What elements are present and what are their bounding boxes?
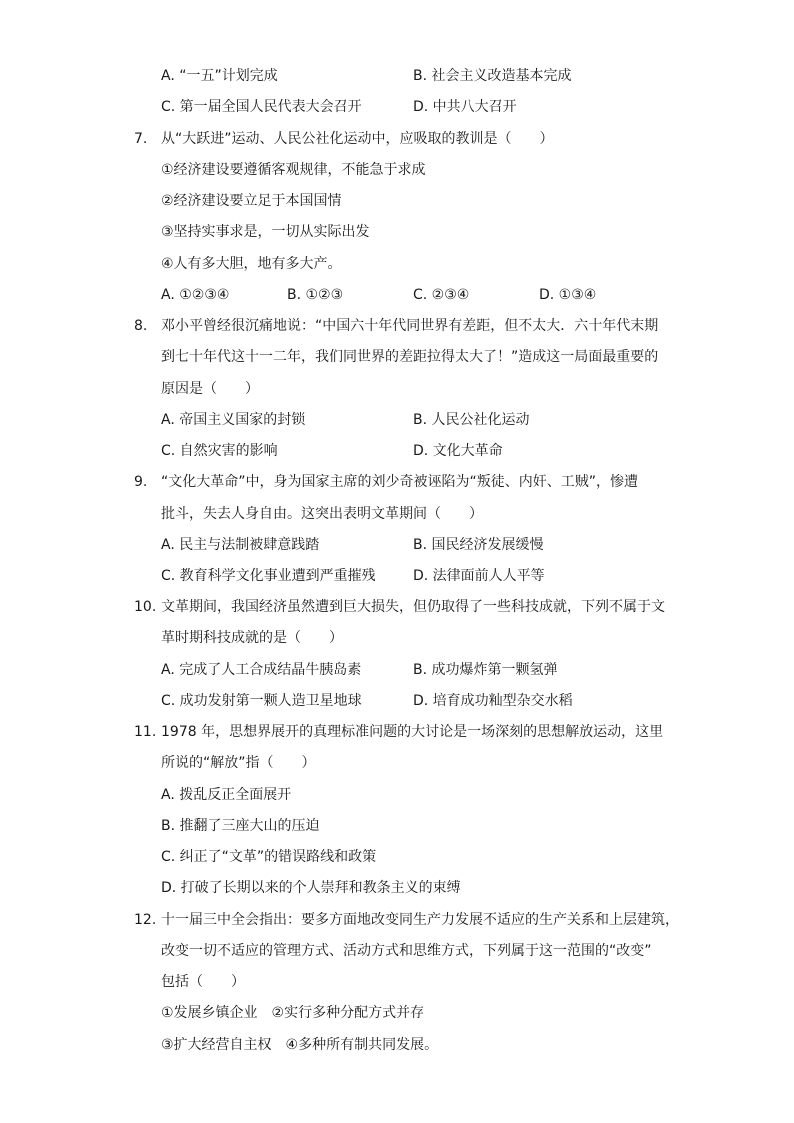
q7-item-3: ③坚持实事求是，一切从实际出发 — [161, 224, 370, 240]
q11-option-b: B. 推翻了三座大山的压迫 — [161, 818, 320, 834]
q8-stem-line-1: 邓小平曾经很沉痛地说：“中国六十年代同世界有差距，但不太大．六十年代末期 — [161, 318, 659, 334]
q10-stem-line-1: 文革期间，我国经济虽然遭到巨大损失，但仍取得了一些科技成就，下列不属于文 — [161, 599, 665, 615]
q7-option-d: D. ①③④ — [539, 287, 597, 303]
q7-stem: 从“大跃进”运动、人民公社化运动中，应吸取的教训是（ ） — [161, 131, 554, 147]
q10-option-a: A. 完成了人工合成结晶牛胰岛素 — [161, 662, 362, 678]
q12-item-line-1: ①发展乡镇企业 ②实行多种分配方式并存 — [161, 1005, 425, 1021]
q11-option-a: A. 拨乱反正全面展开 — [161, 787, 292, 803]
q12-item-line-2: ③扩大经营自主权 ④多种所有制共同发展。 — [161, 1037, 439, 1053]
q8-number: 8. — [134, 318, 148, 334]
q11-stem-line-1: 1978 年，思想界展开的真理标准问题的大讨论是一场深刻的思想解放运动，这里 — [161, 724, 664, 740]
q8-stem-line-3: 原因是（ ） — [161, 381, 259, 397]
q7-option-a: A. ①②③④ — [161, 287, 230, 303]
q6-option-a: A. “一五”计划完成 — [161, 68, 278, 84]
q11-option-d: D. 打破了长期以来的个人崇拜和教条主义的束缚 — [161, 880, 461, 896]
q12-stem-line-3: 包括（ ） — [161, 974, 245, 990]
q12-number: 12. — [134, 912, 157, 928]
q9-option-a: A. 民主与法制被肆意践踏 — [161, 537, 320, 553]
q11-stem-line-2: 所说的“解放”指（ ） — [161, 755, 316, 771]
q7-item-1: ①经济建设要遵循客观规律，不能急于求成 — [161, 162, 426, 178]
q6-option-b: B. 社会主义改造基本完成 — [413, 68, 572, 84]
q8-option-c: C. 自然灾害的影响 — [161, 443, 278, 459]
q8-option-a: A. 帝国主义国家的封锁 — [161, 412, 306, 428]
q10-number: 10. — [134, 599, 157, 615]
q8-option-b: B. 人民公社化运动 — [413, 412, 530, 428]
q9-stem-line-2: 批斗，失去人身自由。这突出表明文革期间（ ） — [161, 506, 483, 522]
q12-stem-line-1: 十一届三中全会指出：要多方面地改变同生产力发展不适应的生产关系和上层建筑， — [161, 912, 679, 928]
q9-option-d: D. 法律面前人人平等 — [413, 568, 545, 584]
q11-option-c: C. 纠正了“文革”的错误路线和政策 — [161, 849, 377, 865]
q12-stem-line-2: 改变一切不适应的管理方式、活动方式和思维方式，下列属于这一范围的“改变” — [161, 943, 652, 959]
q8-option-d: D. 文化大革命 — [413, 443, 503, 459]
q7-number: 7. — [134, 131, 148, 147]
q10-option-c: C. 成功发射第一颗人造卫星地球 — [161, 693, 362, 709]
q9-number: 9. — [134, 474, 148, 490]
q7-option-b: B. ①②③ — [287, 287, 344, 303]
q6-option-c: C. 第一届全国人民代表大会召开 — [161, 99, 362, 115]
q10-option-b: B. 成功爆炸第一颗氢弹 — [413, 662, 558, 678]
q6-option-d: D. 中共八大召开 — [413, 99, 517, 115]
q7-item-4: ④人有多大胆，地有多大产。 — [161, 256, 342, 272]
q10-option-d: D. 培育成功籼型杂交水稻 — [413, 693, 573, 709]
q9-stem-line-1: “文化大革命”中，身为国家主席的刘少奇被诬陷为“叛徒、内奸、工贼”，惨遭 — [161, 474, 639, 490]
q9-option-b: B. 国民经济发展缓慢 — [413, 537, 544, 553]
q10-stem-line-2: 革时期科技成就的是（ ） — [161, 630, 343, 646]
q7-item-2: ②经济建设要立足于本国国情 — [161, 193, 342, 209]
q11-number: 11. — [134, 724, 157, 740]
q9-option-c: C. 教育科学文化事业遭到严重摧残 — [161, 568, 376, 584]
q7-option-c: C. ②③④ — [413, 287, 470, 303]
q8-stem-line-2: 到七十年代这十一二年，我们同世界的差距拉得太大了！”造成这一局面最重要的 — [161, 349, 659, 365]
